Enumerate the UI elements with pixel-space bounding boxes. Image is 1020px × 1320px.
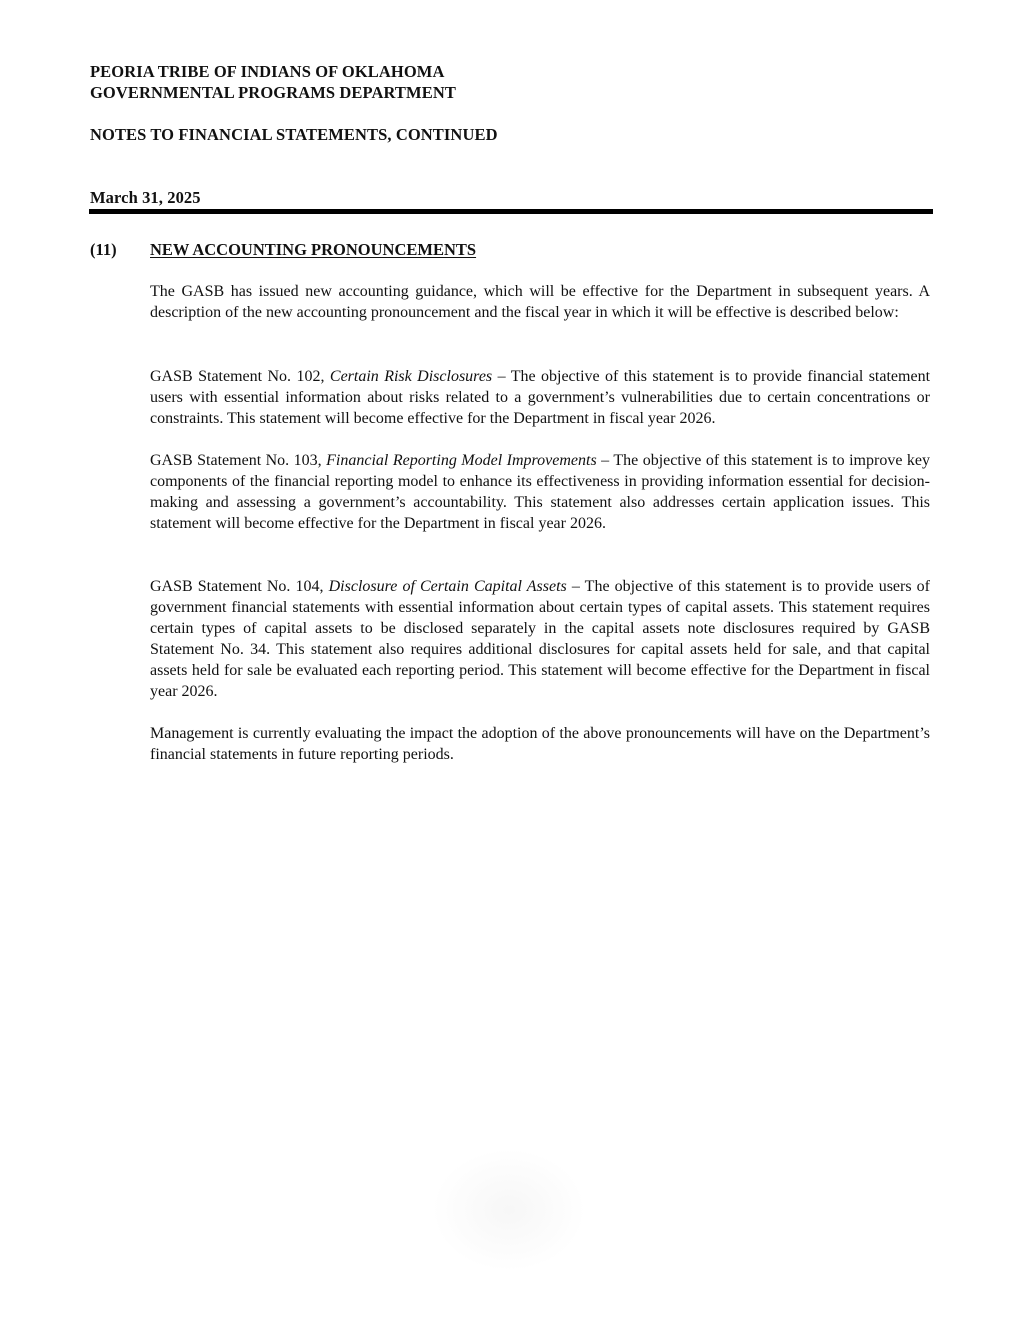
statement-102-paragraph [150,366,930,429]
header-divider [89,209,933,214]
management-paragraph: Management is currently evaluating the impact the adoption of the above pronouncements will have on the Department’s financial statements in future reporting periods. [150,725,930,763]
statement-104-body: – The objective of this statement is to provide users of government financial statements with essential information about certain types of capital assets. This statement requires certain types of capital assets to be disclosed separately in the capital assets note disclosures required by GASB Statement No. 34. This statement also requires additional disclosures for capital assets held for sale, and that capital assets held for sale be evaluated each reporting period. This statement will become effective for the Department in fiscal year 2026. [150,578,931,700]
section-title: NEW ACCOUNTING PRONOUNCEMENTS [150,240,477,259]
statement-104-title: Disclosure of Certain Capital Assets [328,578,567,595]
statement-102-title: Certain Risk Disclosures [329,368,493,385]
section-number: (11) [90,240,117,259]
statement-102-prefix: GASB Statement No. 102, [150,368,330,385]
statement-102-body: – The objective of this statement is to provide financial statement users with essential information about risks related to a government’s vulnerabilities due to certain concentrations or constraints. This statement will become effective for the Department in fiscal year 2026. [150,368,931,427]
statement-104-prefix: GASB Statement No. 104, [150,578,329,595]
report-date: March 31, 2025 [90,188,201,207]
statement-103-body: – The objective of this statement is to improve key components of the financial reporting model to enhance its effectiveness in providing information essential for decision-making and assessing a government’s accountability. This statement also addresses certain application issues. This statement will become effective for the Department in fiscal year 2026. [150,452,931,532]
intro-paragraph: The GASB has issued new accounting guidance, which will be effective for the Department in subsequent years. A description of the new accounting pronouncement and the fiscal year in which it will be effective is described below: [150,283,930,321]
statement-103-prefix: GASB Statement No. 103, [150,452,327,469]
faint-seal-watermark [434,1150,584,1270]
statement-104-paragraph [150,576,930,702]
statement-103-title: Financial Reporting Model Improvements [326,452,597,469]
notes-title: NOTES TO FINANCIAL STATEMENTS, CONTINUED [90,125,498,144]
organization-name: PEORIA TRIBE OF INDIANS OF OKLAHOMA [90,62,445,81]
department-name: GOVERNMENTAL PROGRAMS DEPARTMENT [90,83,456,102]
statement-103-paragraph [150,450,930,534]
